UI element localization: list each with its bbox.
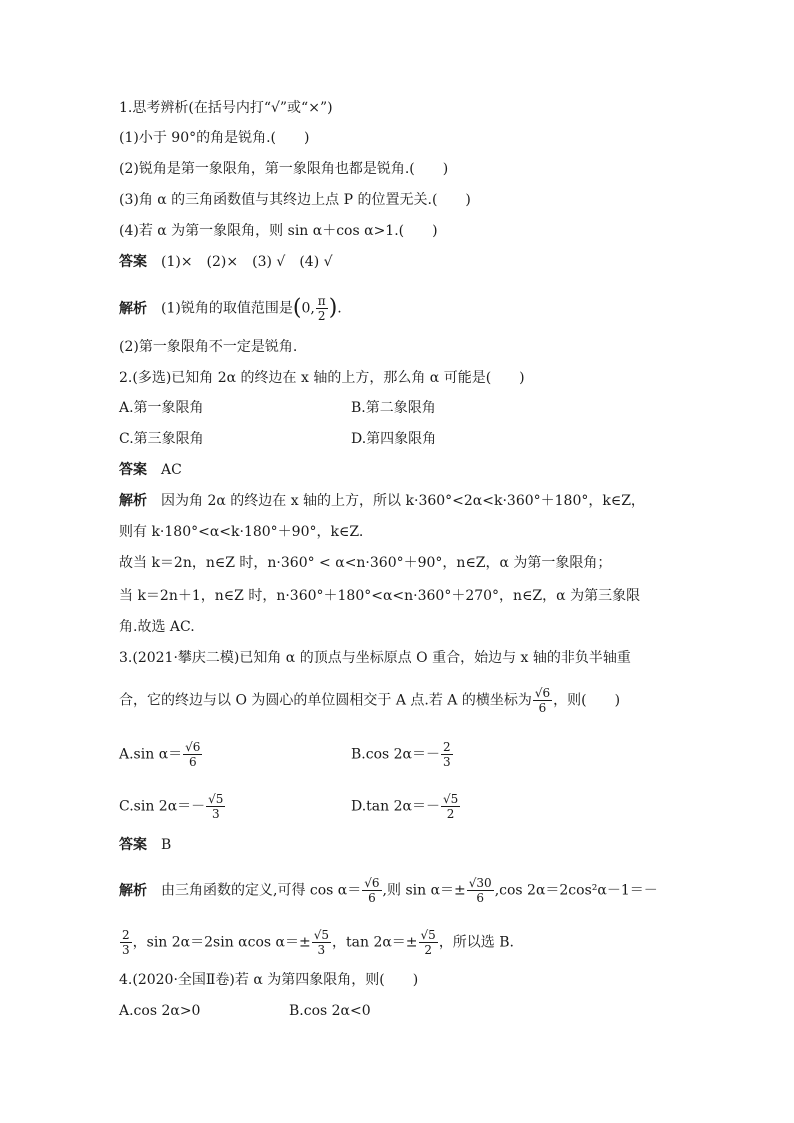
fraction-num: √30 xyxy=(468,876,492,890)
fraction-den: 6 xyxy=(538,701,547,715)
answer-text: (1)× (2)× (3) √ (4) √ xyxy=(161,254,333,270)
q4-title: 4.(2020·全国Ⅱ卷)若 α 为第四象限角，则( ) xyxy=(119,972,419,988)
paren-close: ) xyxy=(328,295,338,321)
q1-item-3: (3)角 α 的三角函数值与其终边上点 P 的位置无关.( ) xyxy=(119,192,471,208)
analysis-text: ，所以选 B. xyxy=(438,934,515,951)
q3-analysis-1 xyxy=(119,876,658,905)
q3-title-1: 3.(2021·攀庆二模)已知角 α 的顶点与坐标原点 O 重合，始边与 x 轴的非负半轴重 xyxy=(119,650,631,666)
q3-analysis-2 xyxy=(119,928,514,957)
q1-analysis-1 xyxy=(119,294,342,323)
option-fraction xyxy=(206,792,225,821)
option-text: A.sin α＝ xyxy=(119,746,183,763)
fraction-num: 2 xyxy=(443,740,451,754)
period: . xyxy=(337,300,342,317)
fraction-pi-over-2 xyxy=(316,294,328,323)
q3-title-tail: ，则( ) xyxy=(553,692,621,709)
analysis-text: ,则 sin α＝± xyxy=(382,882,466,899)
analysis-fraction xyxy=(312,928,331,957)
q2-analysis-5: 角.故选 AC. xyxy=(119,619,195,635)
answer-label: 答案 xyxy=(119,254,147,270)
fraction-den: 6 xyxy=(476,891,485,905)
q2-title: 2.(多选)已知角 2α 的终边在 x 轴的上方，那么角 α 可能是( ) xyxy=(119,370,525,386)
range-start: 0, xyxy=(301,300,315,317)
fraction-num: √6 xyxy=(185,740,201,754)
fraction-den: 2 xyxy=(446,807,455,821)
q1-item-2: (2)锐角是第一象限角，第一象限角也都是锐角.( ) xyxy=(119,161,449,177)
fraction-num: π xyxy=(317,294,326,308)
q2-analysis-1 xyxy=(119,491,645,511)
fraction-num: √5 xyxy=(442,792,459,806)
q2-option-d: D.第四象限角 xyxy=(351,431,437,447)
analysis-text: 因为角 2α 的终边在 x 轴的上方，所以 k·360°<2α<k·360°＋180°，k∈Z， xyxy=(161,493,645,509)
q2-option-a: A.第一象限角 xyxy=(119,400,204,416)
q3-option-b xyxy=(351,740,454,769)
q2-analysis-2: 则有 k·180°<α<k·180°＋90°，k∈Z. xyxy=(119,524,364,540)
q4-option-b: B.cos 2α<0 xyxy=(289,1003,371,1019)
fraction-num: √6 xyxy=(534,686,551,700)
answer-text: B xyxy=(161,837,172,853)
analysis-fraction xyxy=(467,876,494,905)
analysis-fraction xyxy=(419,928,438,957)
fraction-num: √5 xyxy=(208,792,224,806)
q2-option-b: B.第二象限角 xyxy=(351,400,436,416)
option-text: C.sin 2α＝－ xyxy=(119,798,206,815)
fraction-den: 6 xyxy=(188,755,197,769)
option-text: D.tan 2α＝－ xyxy=(351,798,440,815)
analysis-fraction xyxy=(362,876,381,905)
analysis-text: (1)锐角的取值范围是 xyxy=(161,300,293,317)
option-fraction xyxy=(441,792,460,821)
fraction-den: 3 xyxy=(211,807,220,821)
q3-option-c xyxy=(119,792,226,821)
option-fraction xyxy=(183,740,202,769)
paren-open: ( xyxy=(292,295,302,321)
q4-option-a: A.cos 2α>0 xyxy=(119,1003,201,1019)
fraction-den: 6 xyxy=(368,891,376,905)
q1-item-1: (1)小于 90°的角是锐角.( ) xyxy=(119,130,310,146)
q1-analysis-2: (2)第一象限角不一定是锐角. xyxy=(119,339,298,355)
fraction-den: 3 xyxy=(317,943,326,957)
q2-answer xyxy=(119,460,182,480)
q2-option-c: C.第三象限角 xyxy=(119,431,204,447)
analysis-text: ,cos 2α＝2cos²α－1＝－ xyxy=(494,882,658,899)
analysis-text: ，tan 2α＝± xyxy=(332,934,418,951)
q1-answer xyxy=(119,252,333,272)
answer-label: 答案 xyxy=(119,837,147,853)
fraction-num: √6 xyxy=(364,876,380,890)
answer-label: 答案 xyxy=(119,462,147,478)
fraction-den: 3 xyxy=(443,755,451,769)
analysis-label: 解析 xyxy=(119,493,147,509)
fraction-sqrt6-over-6 xyxy=(533,686,552,715)
fraction-num: √5 xyxy=(420,928,436,942)
q1-title: 1.思考辨析(在括号内打“√”或“×”) xyxy=(119,100,333,116)
analysis-label: 解析 xyxy=(119,300,147,317)
fraction-den: 2 xyxy=(317,309,326,323)
option-text: B.cos 2α＝－ xyxy=(351,746,441,763)
analysis-label: 解析 xyxy=(119,882,147,899)
q3-option-a xyxy=(119,740,203,769)
analysis-text: 由三角函数的定义,可得 cos α＝ xyxy=(161,882,362,899)
analysis-text: ，sin 2α＝2sin αcos α＝± xyxy=(132,934,311,951)
fraction-den: 3 xyxy=(122,943,130,957)
q3-answer xyxy=(119,835,171,855)
fraction-num: √5 xyxy=(313,928,329,942)
answer-text: AC xyxy=(161,462,182,478)
q2-analysis-3: 故当 k＝2n，n∈Z 时，n·360° < α<n·360°＋90°，n∈Z，α 为第一象限角； xyxy=(119,555,612,571)
q3-title-2 xyxy=(119,686,620,715)
analysis-fraction xyxy=(120,928,132,957)
q1-item-4: (4)若 α 为第一象限角，则 sin α＋cos α>1.( ) xyxy=(119,223,438,239)
q3-title-text: 合，它的终边与以 O 为圆心的单位圆相交于 A 点.若 A 的横坐标为 xyxy=(119,692,532,709)
q3-option-d xyxy=(351,792,461,821)
option-fraction xyxy=(441,740,453,769)
fraction-den: 2 xyxy=(424,943,432,957)
q2-analysis-4: 当 k＝2n＋1，n∈Z 时，n·360°＋180°<α<n·360°＋270°，n∈Z，α 为第三象限 xyxy=(119,588,641,604)
fraction-num: 2 xyxy=(122,928,130,942)
